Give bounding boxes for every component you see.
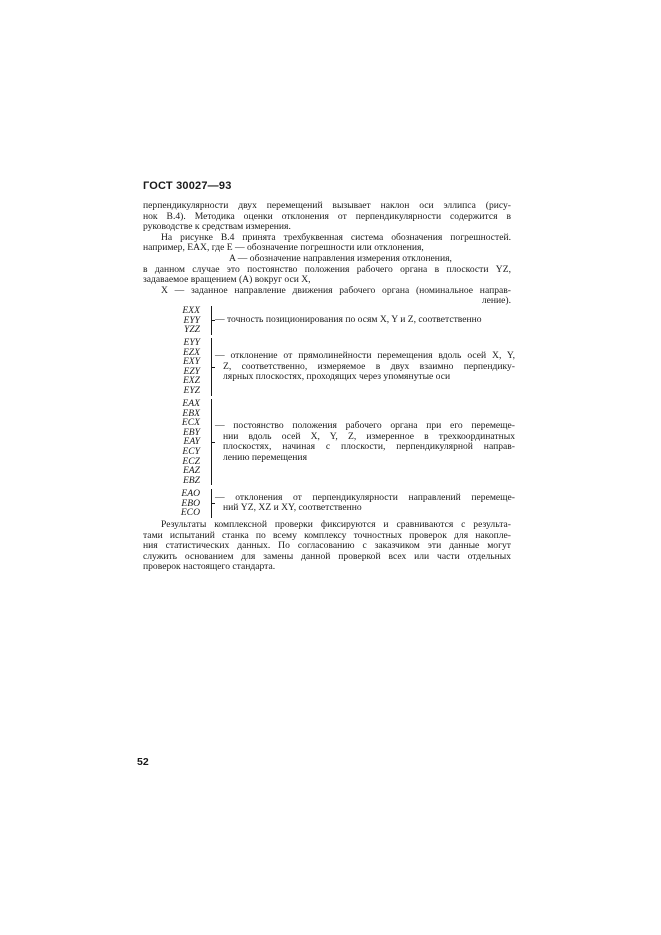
intro-line: перпендикулярности двух перемещений вызывает наклон оси эллипса (рису-	[143, 200, 511, 211]
notation-line: На рисунке В.4 принята трехбуквенная система обозначения погрешностей.	[161, 231, 511, 243]
error-code: EZX	[182, 346, 200, 358]
notation-line: например, EAX, где E — обозначение погрешности или отклонения,	[143, 242, 424, 254]
description-line: — точность позиционирования по осям X, Y и Z, соответственно	[215, 314, 482, 326]
description-line: лярных плоскостях, проходящих через упомянутые оси	[223, 370, 451, 382]
notation-group-positioning	[172, 306, 515, 335]
notation-line: в данном случае это постоянство положения рабочего органа в плоскости YZ,	[143, 263, 511, 275]
error-code: EXY	[182, 356, 200, 368]
code-list	[172, 399, 200, 485]
error-code: EYY	[183, 314, 200, 326]
error-code: EZY	[183, 365, 200, 377]
notation-group-perpendicularity	[172, 489, 515, 518]
curly-brace	[203, 399, 212, 485]
group-description	[215, 493, 515, 514]
notation-line: A — обозначение направления измерения отклонения,	[229, 252, 452, 264]
intro-line: нок В.4). Методика оценки отклонения от перпендикулярности содержится в	[143, 210, 511, 222]
description-line: ний YZ, XZ и XY, соответственно	[223, 502, 362, 514]
error-code: EBZ	[182, 474, 200, 486]
curly-brace	[203, 306, 212, 335]
intro-paragraph	[143, 201, 511, 307]
curly-brace	[203, 489, 212, 518]
notation-line: ление).	[481, 295, 511, 307]
conclusion-line: ния статистических данных. По согласованию с заказчиком эти данные могут	[143, 540, 511, 552]
error-code: ECO	[180, 507, 200, 519]
conclusion-line: Результаты комплексной проверки фиксируются и сравниваются с результа-	[161, 519, 511, 530]
error-code: YZZ	[183, 324, 200, 336]
error-code: ECY	[182, 445, 200, 457]
group-description	[215, 351, 515, 382]
notation-group-constancy	[172, 399, 515, 485]
description-line: — постоянство положения рабочего органа при его перемеще-	[215, 420, 515, 432]
error-code: ECX	[181, 417, 200, 429]
notation-line: задаваемое вращением (A) вокруг оси X,	[143, 274, 311, 286]
standard-header: ГОСТ 30027—93	[143, 180, 232, 192]
notation-group-straightness	[172, 338, 515, 396]
error-code: EAX	[182, 398, 200, 409]
error-code: ECZ	[182, 455, 200, 467]
conclusion-line: проверок настоящего стандарта.	[143, 561, 276, 573]
code-list	[172, 489, 200, 518]
error-code: EAY	[183, 436, 200, 448]
description-line: — отклонение от прямолинейности перемещения вдоль осей X, Y,	[215, 350, 515, 362]
intro-line: руководстве к средствам измерения.	[143, 221, 291, 233]
code-list	[172, 306, 200, 335]
conclusion-line: служить основанием для замены данной проверкой всех или части отдельных	[143, 550, 511, 562]
error-code: EAZ	[182, 465, 200, 477]
page-number: 52	[137, 756, 149, 768]
error-code: EBO	[181, 497, 200, 509]
description-line: нии вдоль осей X, Y, Z, измеренное в трехкоординатных	[223, 430, 515, 442]
conclusion-paragraph	[143, 520, 511, 573]
error-code: EBX	[182, 407, 200, 419]
group-description	[215, 421, 515, 463]
conclusion-line: тами испытаний станка по всему комплексу точностных проверок для накопле-	[143, 529, 511, 541]
error-code: EXX	[182, 305, 200, 316]
group-description	[215, 315, 515, 325]
description-line: — отклонения от перпендикулярности направлений перемеще-	[215, 491, 515, 503]
error-code: EAO	[181, 488, 200, 499]
curly-brace	[203, 338, 212, 396]
description-line: лению перемещения	[223, 451, 307, 463]
description-line: плоскостях, начиная с плоскости, перпендикулярной направ-	[223, 441, 515, 453]
error-code: EXZ	[182, 375, 200, 387]
notation-line: X — заданное направление движения рабочего органа (номинальное направ-	[161, 284, 511, 296]
error-code: EYZ	[183, 384, 200, 396]
error-code: EYY	[183, 337, 200, 348]
description-line: Z, соответственно, измеряемое в двух взаимно перпендику-	[223, 360, 515, 372]
code-list	[172, 338, 200, 396]
error-code: EBY	[182, 426, 200, 438]
